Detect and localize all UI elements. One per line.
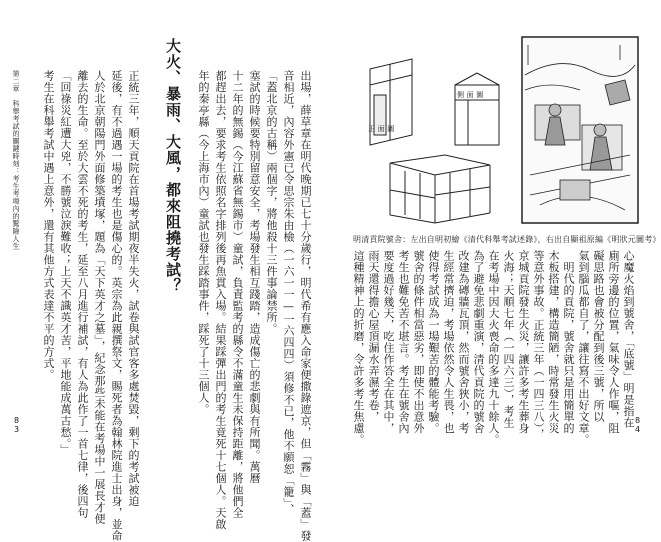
- left-page-number: 83: [12, 416, 21, 434]
- text-column-14: 使得考試成為一場艱苦的體能考驗。: [427, 250, 440, 434]
- text-column-1: 心魔火焰到號舍，「底號」明是指在: [622, 250, 635, 429]
- text-column-8: 京城貢院發生火災，讓許多考生葬身: [517, 250, 530, 434]
- text-column-3: 礙思路也會被分配到後三號，所以: [592, 250, 605, 423]
- text-column-5: 明代的貢院，號舍就只是用簡單的: [562, 250, 575, 434]
- figure-caption: 明清貢院號舍：左出自明初繪《清代科舉考試述錄》，右出自顯祖原編《明狀元圖考》: [353, 235, 661, 244]
- text-column-11: 為了避免悲劇重演，清代貢院的號舍: [472, 250, 485, 434]
- upper-column-6: 都趕出去，要求考生依照名字排列後再魚貫入場。結果踩彈出門的考生竟死十七個人。天啟: [214, 70, 227, 530]
- lower-column-1: 正統三年，順天貢院在首場考試期夜半失火，試卷與試官客多處焚毀，剩下的考試被迫: [127, 70, 140, 507]
- lower-column-4: 離去的生命。至於大雲不死的考生，延至八月進行補試，有人為此作了一首七律，後四句: [76, 70, 89, 519]
- text-column-12: 改建為磚牆瓦頂，然而號舍狹小，考: [457, 250, 470, 434]
- upper-column-5: 十二年的無錫（今江蘇省無錫市）童試，負責監考的縣令不滿童生未保持距離，將他們全: [231, 70, 244, 519]
- upper-column-2: 音相近，內容外憲已令思宗朱由檢（一六一一—一六四四）須修不已，他不願恕「籠」、: [282, 70, 295, 515]
- side-view-label: 側 面 圖: [457, 91, 484, 99]
- upper-column-4: 塞試的時候要特別留意安全，考場發生相互踐踏，造成傷亡的悲劇與有所聞。萬曆: [248, 70, 261, 484]
- woodblock-illustration: [520, 35, 640, 225]
- right-page-number: 84: [633, 416, 642, 434]
- front-view-label: 正 面 圖: [368, 125, 395, 133]
- lower-column-3: 人於北京朝陽門外面修築墳塚，題為「天下英才之墓」，紀念那些未能在考場中一展長才便: [93, 70, 106, 525]
- section-heading: 大火、暴雨、大風，都來阻撓考試？: [164, 38, 182, 294]
- text-column-15: 號舍的條件相當惡劣，即使不出意外: [412, 250, 425, 434]
- upper-column-3: 「蓋北京的古稱）兩個字，將他殺十三件事論禁所。: [265, 70, 278, 335]
- left-page: [0, 0, 325, 542]
- lower-column-6: 考生在科舉考試中遇上意外，還有其他方式表達不平的方式。: [42, 70, 55, 381]
- text-column-18: 雨天還得擔心屋頂漏水弄濕考卷，: [367, 250, 380, 423]
- text-column-9: 火海；天順七年（一四六三），考生: [502, 250, 515, 429]
- exam-cell-drawing: [350, 55, 510, 225]
- text-column-7: 等意外事故。正統三年（一四三八），: [532, 250, 545, 440]
- text-column-19: 這種精神上的折磨，令許多考生焦慮。: [352, 250, 365, 446]
- lower-column-2: 延後，有不過遇一場的考生也是傷心的。英宗為此親撰祭文，賜死者為翰林院進士出身，並命: [110, 70, 123, 542]
- right-page: [325, 0, 661, 465]
- left-running-head: 第二章 科舉考試的關鍵時刻：考生考場內的驚險人生: [12, 70, 20, 250]
- text-column-6: 木板搭建，構造簡陋，時常發生火災: [547, 250, 560, 434]
- text-column-13: 生經常擠迫，考場依然令人生畏，也: [442, 250, 455, 434]
- lower-column-5: 「回祿災紅遭大兇，不勝號泣淚難收；上天不識英才苦，平地能成萬古愁。」: [59, 70, 72, 456]
- text-column-17: 要度過好幾天，吃住作答全在其中，: [382, 250, 395, 434]
- text-column-16: 考生也難免苦不堪言。考生在號舍內: [397, 250, 410, 434]
- text-column-4: 氣到腦瓜都自了，讓往寫不出好文章。: [577, 250, 590, 446]
- text-column-10: 在考場中因大火喪命的多達九十餘人。: [487, 250, 500, 446]
- upper-column-7: 年的秦亭縣（今上海市內）童試也發生踩踏事件，踩死了十三個人。: [197, 70, 210, 415]
- text-column-2: 廁所旁邊的位置，氣味令人作嘔，阻: [607, 250, 620, 434]
- upper-column-1: 出場，薛草章在明代晚期已七十分歲行，明代希有應入命家便撒錄遮京，但「霧」與「蓋」發: [299, 70, 312, 542]
